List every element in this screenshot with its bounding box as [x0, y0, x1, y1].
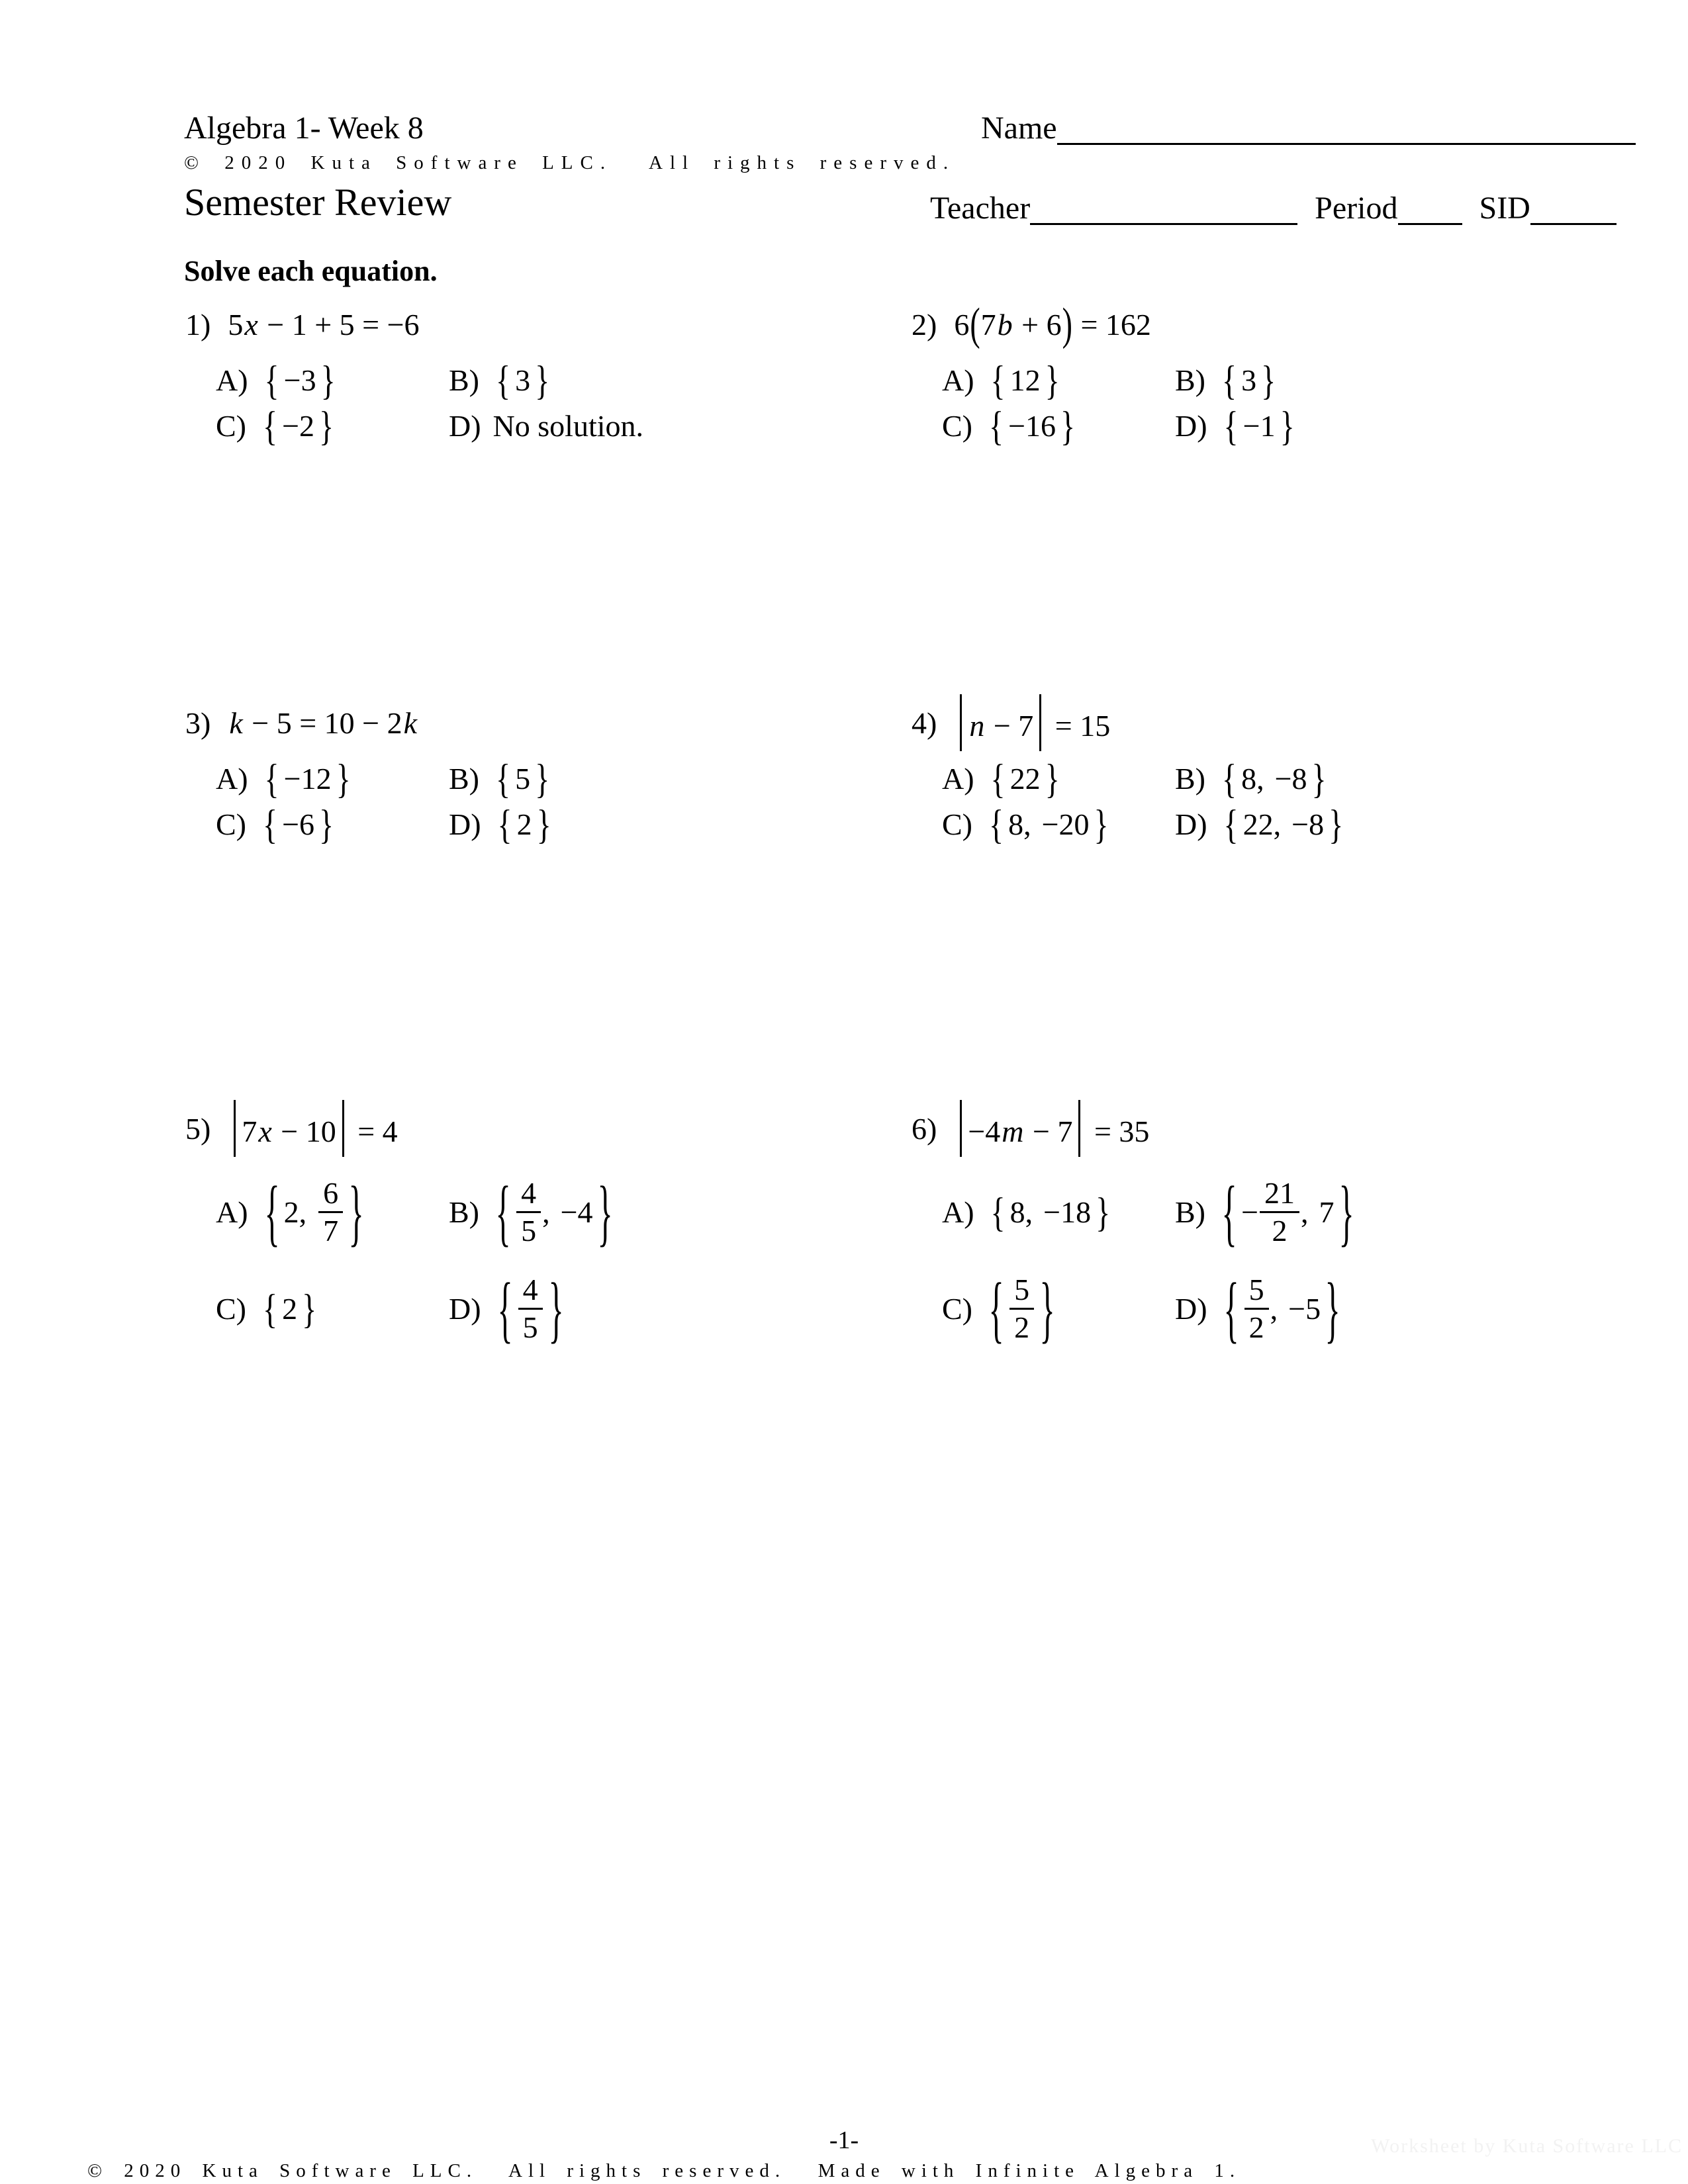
problem-number: 1) [185, 307, 211, 341]
equation: 7x − 10 = 4 [228, 1100, 397, 1156]
choice-value: { 3 } [1222, 357, 1276, 403]
copyright-notice-bottom: © 2020 Kuta Software LLC. All rights reserved. Made with Infinite Algebra 1. [87, 2160, 1241, 2181]
choice-label: C) [942, 807, 972, 841]
name-blank-field [1057, 111, 1636, 145]
choice-6B [1175, 1170, 1613, 1253]
choice-value: { 2 } [497, 801, 551, 847]
period-label: Period [1315, 191, 1398, 226]
watermark: Worksheet by Kuta Software LLC [1371, 2135, 1683, 2157]
choice-1D [449, 408, 887, 443]
choice-label: D) [449, 409, 481, 443]
problem-5-equation-line [185, 1103, 887, 1154]
choice-value: { $\frac{5}{2}$ } [988, 1267, 1055, 1350]
teacher-row [930, 190, 1617, 226]
equation: k − 5 = 10 − 2k [229, 705, 417, 740]
choice-2B [1175, 357, 1613, 403]
choice-2A [942, 357, 1175, 403]
choice-label: A) [942, 363, 974, 397]
choice-4D [1175, 801, 1613, 847]
instructions: Solve each equation. [184, 255, 438, 287]
choice-value: { $\frac{5}{2}$ , −5 } [1223, 1267, 1340, 1350]
choice-4B [1175, 756, 1613, 801]
choice-label: D) [449, 1291, 481, 1326]
choice-label: C) [216, 807, 246, 841]
problem-number: 3) [185, 705, 211, 740]
problem-6-equation-line [912, 1103, 1613, 1154]
problem-2 [912, 298, 1613, 449]
choice-value: { 2 , $\frac{6}{7}$ } [263, 1170, 364, 1253]
choice-label: B) [449, 1195, 479, 1229]
choice-label: B) [449, 762, 479, 796]
choice-6D [1175, 1267, 1613, 1350]
choice-value: No solution. [492, 409, 644, 443]
choice-value: { 5 } [496, 756, 550, 801]
choice-value: { 8 , −20 } [989, 801, 1109, 847]
problem-number: 5) [185, 1111, 211, 1146]
choice-label: A) [216, 762, 248, 796]
problem-3-equation-line [185, 698, 887, 748]
choice-label: C) [942, 1291, 972, 1326]
choice-label: B) [1175, 762, 1205, 796]
choice-value: { $\frac{4}{5}$ , −4 } [495, 1170, 613, 1253]
copyright-notice-top: © 2020 Kuta Software LLC. All rights reserved. [184, 152, 956, 173]
choice-label: C) [216, 1291, 246, 1326]
sid-label: SID [1479, 191, 1530, 226]
problem-6-choices [942, 1170, 1613, 1350]
choice-label: B) [449, 363, 479, 397]
problem-3 [185, 698, 887, 847]
problem-2-equation-line [912, 299, 1613, 349]
choice-4A [942, 756, 1175, 801]
choice-label: A) [942, 762, 974, 796]
choice-1C [216, 403, 449, 449]
equation: 5x − 1 + 5 = −6 [228, 307, 420, 341]
equation: 6(7b + 6) = 162 [954, 298, 1151, 349]
choice-value: { − $\frac{21}{2}$ , 7 } [1221, 1170, 1354, 1253]
problem-1 [185, 299, 887, 449]
problem-4-equation-line [912, 698, 1613, 748]
choice-label: B) [1175, 363, 1205, 397]
choice-3C [216, 801, 449, 847]
choice-6C [942, 1267, 1175, 1350]
problem-number: 6) [912, 1111, 937, 1146]
choice-label: B) [1175, 1195, 1205, 1229]
choice-label: C) [216, 409, 246, 443]
problem-4 [912, 698, 1613, 847]
choice-4C [942, 801, 1175, 847]
equation: −4m − 7 = 35 [954, 1100, 1149, 1156]
course-title: Algebra 1- Week 8 [184, 111, 424, 146]
choice-value: { 8 , −18 } [990, 1189, 1111, 1235]
choice-3B [449, 756, 887, 801]
choice-label: C) [942, 409, 972, 443]
problem-2-choices [942, 357, 1613, 449]
choice-value: { 2 } [263, 1285, 317, 1332]
choice-3A [216, 756, 449, 801]
choice-value: { 22 } [990, 756, 1060, 801]
choice-5C [216, 1270, 449, 1347]
choice-5B [449, 1170, 887, 1253]
period-blank-field [1398, 191, 1462, 225]
choice-6A [942, 1173, 1175, 1250]
choice-1A [216, 357, 449, 403]
choice-value: { 3 } [496, 357, 550, 403]
choice-2C [942, 403, 1175, 449]
choice-label: D) [1175, 1291, 1207, 1326]
teacher-blank-field [1030, 191, 1297, 225]
choice-value: { −12 } [264, 756, 351, 801]
choice-label: A) [216, 363, 248, 397]
choice-value: { $\frac{4}{5}$ } [496, 1267, 564, 1350]
choice-value: { −1 } [1223, 403, 1295, 449]
problem-6 [912, 1103, 1613, 1350]
choice-label: D) [1175, 409, 1207, 443]
choice-value: { 22 , −8 } [1223, 801, 1344, 847]
choice-label: D) [449, 807, 481, 841]
name-row [981, 110, 1636, 146]
choice-2D [1175, 403, 1613, 449]
problem-5 [185, 1103, 887, 1350]
sid-blank-field [1530, 191, 1617, 225]
problem-1-choices [216, 357, 887, 449]
choice-5A [216, 1170, 449, 1253]
problem-number: 4) [912, 705, 937, 740]
choice-value: { −2 } [263, 403, 334, 449]
choice-3D [449, 801, 887, 847]
problem-1-equation-line [185, 299, 887, 349]
page-title: Semester Review [184, 181, 452, 224]
problem-4-choices [942, 756, 1613, 847]
choice-value: { 12 } [990, 357, 1060, 403]
choice-value: { −6 } [263, 801, 334, 847]
teacher-label: Teacher [930, 191, 1031, 226]
problem-number: 2) [912, 307, 937, 341]
choice-label: A) [942, 1195, 974, 1229]
page-number: -1- [829, 2126, 859, 2154]
choice-label: A) [216, 1195, 248, 1229]
equation: n − 7 = 15 [954, 694, 1110, 751]
choice-5D [449, 1267, 887, 1350]
name-label: Name [981, 111, 1057, 146]
choice-value: { −16 } [989, 403, 1076, 449]
choice-value: { 8 , −8 } [1222, 756, 1327, 801]
choice-1B [449, 357, 887, 403]
problem-3-choices [216, 756, 887, 847]
choice-label: D) [1175, 807, 1207, 841]
choice-value: { −3 } [264, 357, 336, 403]
problem-5-choices [216, 1170, 887, 1350]
